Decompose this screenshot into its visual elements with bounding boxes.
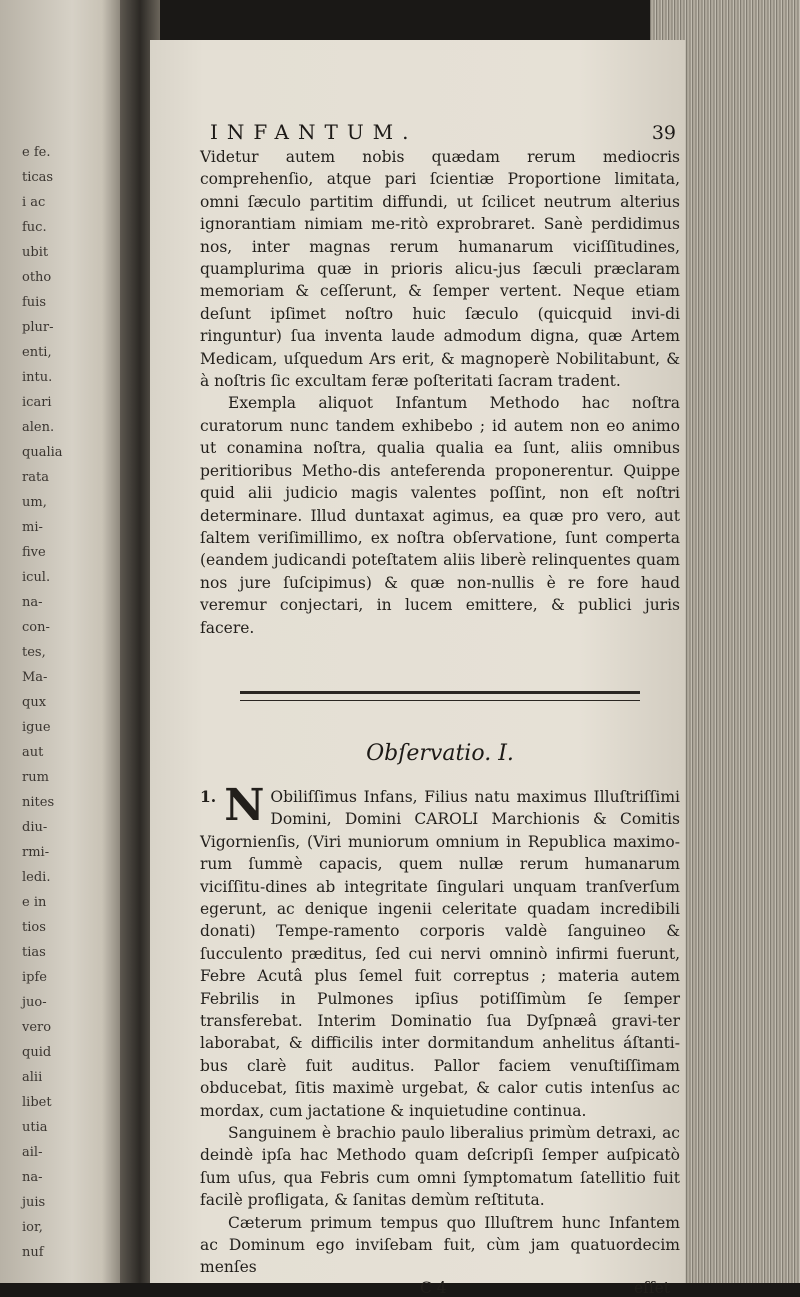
observation-text: Obiliſſimus Infans, Filius natu maximus Illuſtriſſimi Domini, Domini CAROLI Marchionis & Comitis Vigornienſis, (Viri muniorum omnium in Republica maximo-rum ſummè capacis, quem nullæ rerum humanarum viciſſitu-dines ab integritate ſingulari unquam tranſverſum egerunt, ac denique ingenii celeritate quadam incredibili donati) Tempe-ramento corporis valdè ſanguineo & ſucculento præditus, ſed cui nervi omninò infirmi fuerunt, Febre Acutâ plus ſemel fuit correptus ; materia autem Febrilis in Pulmones ipſius potiſſimùm ſe ſemper transferebat. Interim Dominatio ſua Dyſpnæâ gravi-ter laborabat, & difficilis inter dormitandum anhelitus áſtanti-bus clarè fuit auditus. Pallor faciem venuſtiſſimam obducebat, ſitis maximè urgebat, & calor cutis intenſus ac mordax, cum jactatione & inquietudine continua. bbox=[200, 787, 680, 1120]
facing-page-word: vero bbox=[22, 1020, 52, 1035]
section-rule-thin bbox=[240, 700, 640, 701]
page-header bbox=[200, 120, 680, 144]
facing-page-word: tes, bbox=[22, 645, 46, 660]
catchword: eſſet bbox=[633, 1278, 670, 1297]
facing-page-word: con- bbox=[22, 620, 50, 635]
facing-page-word: na- bbox=[22, 595, 43, 610]
facing-page-word: nuf bbox=[22, 1245, 44, 1260]
facing-page-word: e in bbox=[22, 895, 47, 910]
signature-mark: C 4 bbox=[420, 1278, 447, 1297]
paragraph-sanguinem: Sanguinem è brachio paulo liberalius primùm detraxi, ac deindè ipſa hac Methodo quam deſcripſi ſemper auſpicatò ſum uſus, qua Febris cum omni ſymptomatum ſatellitio fuit facilè profligata, & ſanitas demùm reſtituta. bbox=[200, 1124, 680, 1210]
drop-cap: N bbox=[224, 779, 265, 831]
facing-page-word: otho bbox=[22, 270, 52, 285]
facing-page-word: quid bbox=[22, 1045, 52, 1060]
page-number: 39 bbox=[651, 122, 676, 144]
facing-page-word: ior, bbox=[22, 1220, 43, 1235]
section-rule bbox=[240, 691, 640, 694]
page-footer bbox=[200, 1279, 680, 1297]
paragraph-caeterum: Cæterum primum tempus quo Illuſtrem hunc Infantem ac Dominum ego inviſebam fuit, cùm jam quatuordecim menſes bbox=[200, 1213, 680, 1277]
facing-page-word: rmi- bbox=[22, 845, 50, 860]
facing-page-word: na- bbox=[22, 1170, 43, 1185]
facing-page-word: juis bbox=[22, 1195, 46, 1210]
running-head: INFANTUM. bbox=[210, 120, 418, 144]
facing-page-word: plur- bbox=[22, 320, 54, 335]
facing-page-word: ticas bbox=[22, 170, 54, 185]
facing-page-word: nites bbox=[22, 795, 55, 810]
facing-page-word: enti, bbox=[22, 345, 52, 360]
facing-page-word: qualia bbox=[22, 445, 63, 460]
facing-page-word: fuis bbox=[22, 295, 47, 310]
facing-page-word: ledi. bbox=[22, 870, 51, 885]
facing-page-word: fuc. bbox=[22, 220, 47, 235]
paragraph-intro: Videtur autem nobis quædam rerum mediocris comprehenſio, atque pari ſcientiæ Proportione limitata, omni ſæculo partitim diffundi, ut ſcilicet neutrum alterius ignorantiam nimiam me-ritò exprobraret. Sanè perdidimus nos, inter magnas rerum humanarum viciſſitudines, quamplurima quæ in prioris alicu-jus ſæculi præclaram memoriam & ceſſerunt, & ſemper vertent. Neque etiam deſunt ipſimet noſtro huic ſæculo (quicquid invi-di ringuntur) ſua inventa laude admodum digna, quæ Artem Medicam, uſquedum Ars erit, & magnoperè Nobilitabunt, & à noſtris ſic excultam feræ poſteritati ſacram tradent. bbox=[200, 148, 680, 391]
facing-page-word: ail- bbox=[22, 1145, 43, 1160]
observation-number: 1. bbox=[200, 786, 217, 806]
facing-page-word: utia bbox=[22, 1120, 48, 1135]
facing-page-word: alii bbox=[22, 1070, 43, 1085]
facing-page-word: juo- bbox=[22, 995, 47, 1010]
paragraph-exempla: Exempla aliquot Infantum Methodo hac noſtra curatorum nunc tandem exhibebo ; id autem non eo animo ut conamina noſtra, qualia qualia ea ſunt, aliis omnibus peritioribus Metho-dis anteferenda proponerentur. Quippe quid alii judicio magis valentes poſſint, non eſt noſtri determinare. Illud duntaxat agimus, ea quæ pro vero, aut ſaltem veriſimillimo, ex noſtra obſervatione, ſunt comperta (eandem judicandi poteſtatem aliis liberè relinquentes quam nos jure ſuſcipimus) & quæ non-nullis è re fore haud veremur conjectari, in lucem emittere, & publici juris facere. bbox=[200, 394, 680, 637]
facing-page-word: mi- bbox=[22, 520, 43, 535]
page-content bbox=[200, 120, 680, 1297]
facing-page-word: rata bbox=[22, 470, 49, 485]
facing-page-word: um, bbox=[22, 495, 47, 510]
facing-page-word: tios bbox=[22, 920, 46, 935]
facing-page-word: intu. bbox=[22, 370, 53, 385]
observation-entry bbox=[200, 779, 680, 1122]
facing-page-word: aut bbox=[22, 745, 44, 760]
facing-page-word: Ma- bbox=[22, 670, 48, 685]
facing-page-word: i ac bbox=[22, 195, 46, 210]
facing-page-word: igue bbox=[22, 720, 51, 735]
facing-page-fragment bbox=[0, 0, 120, 1283]
facing-page-word: ubit bbox=[22, 245, 49, 260]
facing-page-word: e fe. bbox=[22, 145, 51, 160]
facing-page-word: rum bbox=[22, 770, 49, 785]
facing-page-word: diu- bbox=[22, 820, 48, 835]
facing-page-word: libet bbox=[22, 1095, 52, 1110]
facing-page-word: icari bbox=[22, 395, 52, 410]
facing-page-word: five bbox=[22, 545, 46, 560]
facing-page-word: icul. bbox=[22, 570, 51, 585]
book-page bbox=[150, 40, 685, 1297]
facing-page-word: tias bbox=[22, 945, 46, 960]
facing-page-word: qux bbox=[22, 695, 47, 710]
facing-page-word: alen. bbox=[22, 420, 55, 435]
observation-title: Obſervatio. I. bbox=[366, 740, 514, 766]
facing-page-word: ipfe bbox=[22, 970, 47, 985]
